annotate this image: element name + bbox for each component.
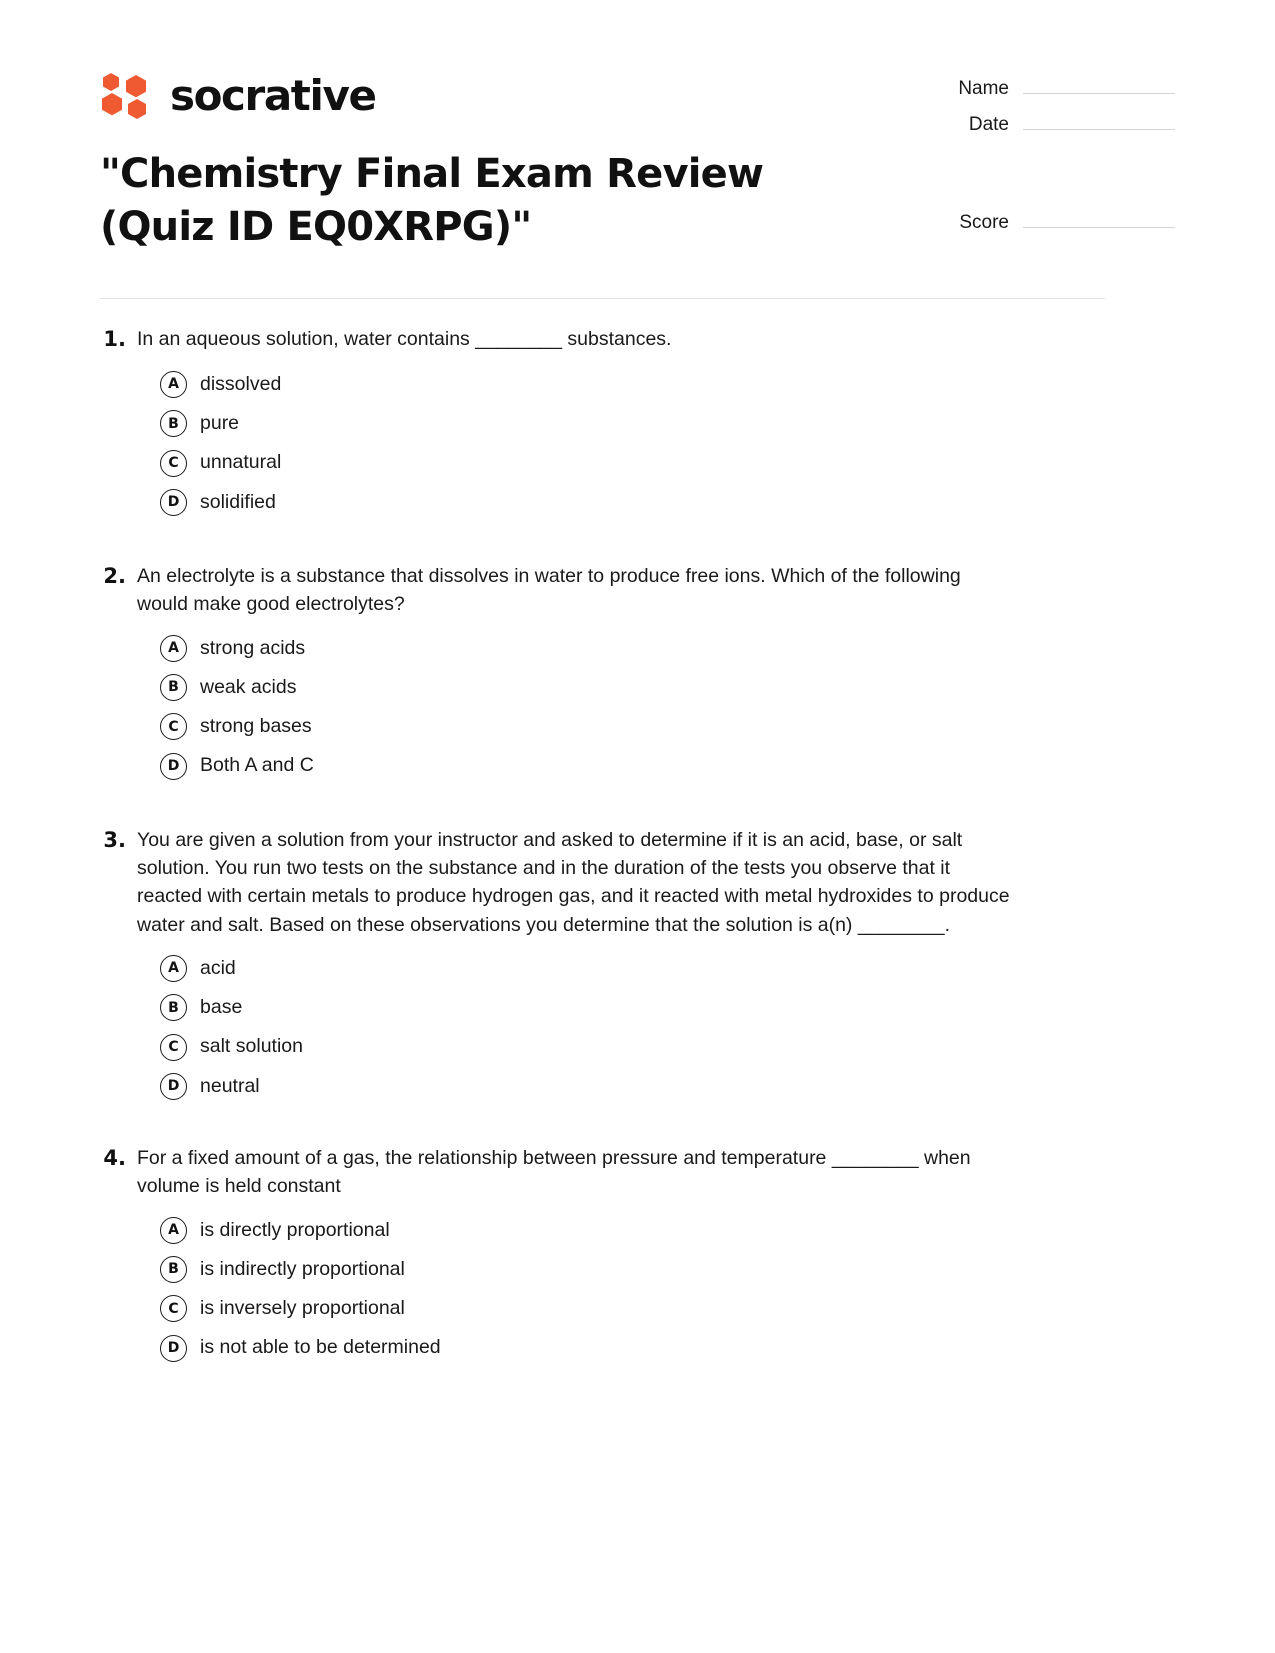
score-label: Score (959, 212, 1009, 233)
choice-letter-circle[interactable]: D (160, 1073, 187, 1100)
choice-letter-circle[interactable]: C (160, 1034, 187, 1061)
choice-letter-circle[interactable]: D (160, 1335, 187, 1362)
question-item (100, 325, 1105, 516)
student-info-fields (935, 60, 1175, 244)
choice-option[interactable] (100, 410, 1105, 437)
choice-text: is inversely proportional (200, 1297, 405, 1320)
question-item (100, 562, 1105, 780)
question-header (100, 325, 1105, 355)
choice-option[interactable] (100, 752, 1105, 779)
choice-option[interactable] (100, 955, 1105, 982)
questions-list (100, 325, 1105, 1406)
question-header (100, 1144, 1105, 1201)
choice-text: dissolved (200, 372, 282, 395)
choices-list (100, 1217, 1105, 1362)
choice-text: unnatural (200, 451, 282, 474)
choice-letter-circle[interactable]: B (160, 1256, 187, 1283)
brand-name: socrative (170, 71, 376, 120)
choice-option[interactable] (100, 1295, 1105, 1322)
date-input-line[interactable] (1023, 110, 1175, 130)
choice-letter-circle[interactable]: A (160, 371, 187, 398)
page-title: "Chemistry Final Exam Review (Quiz ID EQ0XRPG)" (100, 151, 764, 250)
choice-text: pure (200, 412, 240, 435)
name-input-line[interactable] (1023, 74, 1175, 94)
choice-option[interactable] (100, 1256, 1105, 1283)
choice-text: neutral (200, 1074, 260, 1097)
choice-letter-circle[interactable]: A (160, 635, 187, 662)
question-header (100, 562, 1105, 619)
choice-text: is directly proportional (200, 1218, 390, 1241)
question-number: 4. (103, 1145, 126, 1170)
question-text: For a fixed amount of a gas, the relationship between pressure and temperature ________ when volume is held constant (137, 1146, 971, 1198)
choice-letter-circle[interactable]: D (160, 753, 187, 780)
question-number: 1. (103, 327, 126, 351)
question-number: 2. (103, 564, 126, 588)
choice-letter-circle[interactable]: D (160, 489, 187, 516)
choice-option[interactable] (100, 1334, 1105, 1361)
choice-text: Both A and C (200, 754, 314, 777)
socrative-hexagon-icon (100, 72, 152, 120)
score-field-row (935, 208, 1175, 234)
choice-text: salt solution (200, 1035, 303, 1058)
choice-option[interactable] (100, 1217, 1105, 1244)
choice-letter-circle[interactable]: C (160, 450, 187, 477)
question-item (100, 826, 1105, 1100)
choice-option[interactable] (100, 371, 1105, 398)
choice-text: strong acids (200, 636, 306, 659)
date-field-row (935, 110, 1175, 136)
question-number: 3. (103, 827, 126, 852)
question-text: You are given a solution from your instructor and asked to determine if it is an acid, base, or salt solution. You run two tests on the substance and in the duration of the tests you observe that it reacted with certain metals to produce hydrogen gas, and it reacted with metal hydroxides to produce water and salt. Based on these observations you determine that the solution is a(n) ________. (137, 828, 1010, 936)
choice-text: solidified (200, 490, 276, 513)
choice-text: acid (200, 956, 236, 979)
choices-list (100, 371, 1105, 516)
choice-option[interactable] (100, 994, 1105, 1021)
choice-option[interactable] (100, 635, 1105, 662)
choice-letter-circle[interactable]: B (160, 674, 187, 701)
header-divider (100, 298, 1105, 299)
choice-letter-circle[interactable]: B (160, 410, 187, 437)
choices-list (100, 955, 1105, 1100)
question-item (100, 1144, 1105, 1362)
choice-text: strong bases (200, 715, 312, 738)
choice-letter-circle[interactable]: C (160, 1295, 187, 1322)
date-label: Date (968, 114, 1009, 135)
choice-letter-circle[interactable]: A (160, 1217, 187, 1244)
question-text: In an aqueous solution, water contains ________ substances. (137, 328, 672, 350)
name-label: Name (958, 78, 1009, 99)
name-field-row (935, 74, 1175, 100)
choice-option[interactable] (100, 713, 1105, 740)
score-input-line[interactable] (1023, 208, 1175, 228)
question-header (100, 826, 1105, 939)
choice-letter-circle[interactable]: B (160, 994, 187, 1021)
choice-letter-circle[interactable]: A (160, 955, 187, 982)
question-text: An electrolyte is a substance that dissolves in water to produce free ions. Which of the following would make good electrolytes? (137, 565, 961, 616)
page-title-block (100, 148, 820, 254)
choice-letter-circle[interactable]: C (160, 713, 187, 740)
brand-logo (100, 60, 376, 120)
choice-text: weak acids (200, 675, 297, 698)
choice-option[interactable] (100, 674, 1105, 701)
choice-text: base (200, 996, 243, 1019)
choice-option[interactable] (100, 1033, 1105, 1060)
choice-text: is indirectly proportional (200, 1257, 405, 1280)
choice-text: is not able to be determined (200, 1336, 441, 1359)
choice-option[interactable] (100, 449, 1105, 476)
choices-list (100, 635, 1105, 780)
choice-option[interactable] (100, 489, 1105, 516)
choice-option[interactable] (100, 1073, 1105, 1100)
